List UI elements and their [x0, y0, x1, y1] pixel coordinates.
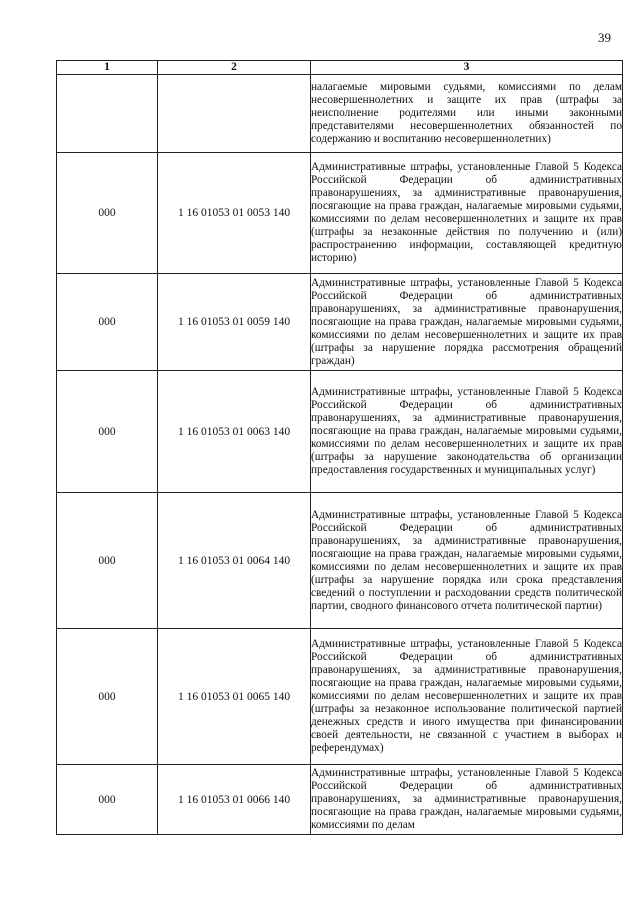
description-cell: Административные штрафы, установленные Главой 5 Кодекса Российской Федерации об административных правонарушениях, за административные правонарушения, посягающие на права граждан, налагаемые мировыми судьями, комиссиями по делам несовершеннолетних и защите их прав (штрафы за незаконное использование политической партией денежных средств и иного имущества при финансировании своей деятельности, не связанной с участием в выборах и референдумах) [311, 629, 623, 765]
table-row [57, 493, 623, 629]
budget-code-cell: 1 16 01053 01 0066 140 [158, 765, 311, 835]
admin-code-cell [57, 75, 158, 153]
table-row [57, 274, 623, 371]
description-cell: Административные штрафы, установленные Главой 5 Кодекса Российской Федерации об административных правонарушениях, за административные правонарушения, посягающие на права граждан, налагаемые мировыми судьями, комиссиями по делам несовершеннолетних и защите их прав (штрафы за незаконные действия по получению и (или) распространению информации, составляющей кредитную историю) [311, 153, 623, 274]
description-cell: Административные штрафы, установленные Главой 5 Кодекса Российской Федерации об административных правонарушениях, за административные правонарушения, посягающие на права граждан, налагаемые мировыми судьями, комиссиями по делам [311, 765, 623, 835]
header-col-3: 3 [311, 61, 623, 75]
description-cell: Административные штрафы, установленные Главой 5 Кодекса Российской Федерации об административных правонарушениях, за административные правонарушения, посягающие на права граждан, налагаемые мировыми судьями, комиссиями по делам несовершеннолетних и защите их прав (штрафы за нарушение порядка рассмотрения обращений граждан) [311, 274, 623, 371]
budget-code-cell: 1 16 01053 01 0063 140 [158, 371, 311, 493]
page-number: 39 [598, 30, 611, 45]
table-row [57, 75, 623, 153]
header-row [57, 61, 623, 75]
table-row [57, 371, 623, 493]
admin-code-cell: 000 [57, 371, 158, 493]
table-row [57, 765, 623, 835]
admin-code-cell: 000 [57, 493, 158, 629]
admin-code-cell: 000 [57, 765, 158, 835]
description-cell: налагаемые мировыми судьями, комиссиями по делам несовершеннолетних и защите их прав (штрафы за неисполнение родителями или иными законными представителями несовершеннолетних обязанностей по содержанию и воспитанию несовершеннолетних) [311, 75, 623, 153]
header-col-1: 1 [57, 61, 158, 75]
table-row [57, 629, 623, 765]
budget-code-cell: 1 16 01053 01 0059 140 [158, 274, 311, 371]
admin-code-cell: 000 [57, 274, 158, 371]
table-header [57, 61, 623, 75]
admin-code-cell: 000 [57, 629, 158, 765]
description-cell: Административные штрафы, установленные Главой 5 Кодекса Российской Федерации об административных правонарушениях, за административные правонарушения, посягающие на права граждан, налагаемые мировыми судьями, комиссиями по делам несовершеннолетних и защите их прав (штрафы за нарушение порядка или срока представления сведений о поступлении и расходовании средств политической партии, сводного финансового отчета политической партии) [311, 493, 623, 629]
budget-code-cell [158, 75, 311, 153]
table-row [57, 153, 623, 274]
table-body [57, 75, 623, 835]
budget-codes-table [56, 60, 623, 835]
description-cell: Административные штрафы, установленные Главой 5 Кодекса Российской Федерации об административных правонарушениях, за административные правонарушения, посягающие на права граждан, налагаемые мировыми судьями, комиссиями по делам несовершеннолетних и защите их прав (штрафы за нарушение законодательства об организации предоставления государственных и муниципальных услуг) [311, 371, 623, 493]
budget-code-cell: 1 16 01053 01 0053 140 [158, 153, 311, 274]
header-col-2: 2 [158, 61, 311, 75]
budget-code-cell: 1 16 01053 01 0065 140 [158, 629, 311, 765]
budget-code-cell: 1 16 01053 01 0064 140 [158, 493, 311, 629]
admin-code-cell: 000 [57, 153, 158, 274]
